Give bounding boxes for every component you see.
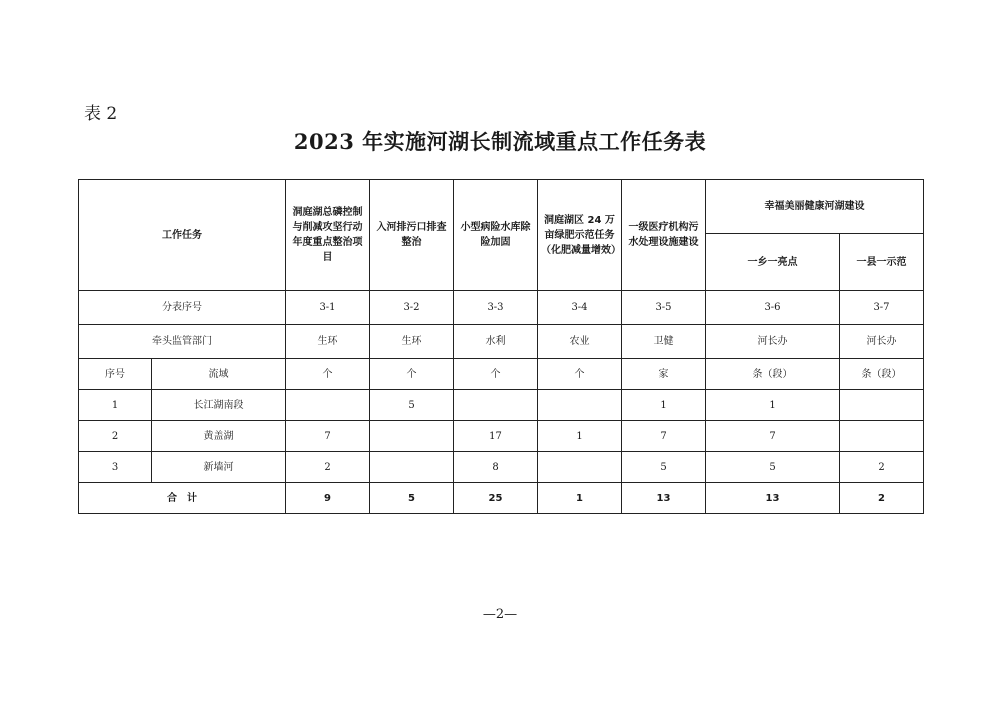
task-column-header: 小型病险水库除险加固	[454, 180, 538, 291]
table-cell: 3-7	[840, 291, 924, 325]
table-cell: 条（段）	[840, 359, 924, 390]
row-index: 1	[79, 390, 152, 421]
task-column-header: 洞庭湖区 24 万亩绿肥示范任务（化肥减量增效）	[538, 180, 622, 291]
table-cell	[370, 452, 454, 483]
total-row	[79, 483, 924, 514]
table-cell: 7	[706, 421, 840, 452]
table-cell	[840, 421, 924, 452]
table-cell: 河长办	[706, 325, 840, 359]
group-sub-header: 一乡一亮点	[706, 234, 840, 291]
table-cell: 家	[622, 359, 706, 390]
table-cell: 7	[622, 421, 706, 452]
total-cell: 25	[454, 483, 538, 514]
table-row	[79, 421, 924, 452]
table-cell: 3-1	[286, 291, 370, 325]
table-cell: 水利	[454, 325, 538, 359]
table-cell: 农业	[538, 325, 622, 359]
table-cell	[538, 390, 622, 421]
row-index: 2	[79, 421, 152, 452]
table-row	[79, 390, 924, 421]
table-cell: 河长办	[840, 325, 924, 359]
department-row	[79, 325, 924, 359]
table-cell: 3-5	[622, 291, 706, 325]
group-sub-header: 一县一示范	[840, 234, 924, 291]
total-cell: 13	[706, 483, 840, 514]
page-number: —2—	[482, 607, 518, 622]
table-row	[79, 452, 924, 483]
sub-table-number-row	[79, 291, 924, 325]
table-cell	[840, 390, 924, 421]
group-column-header: 幸福美丽健康河湖建设	[706, 180, 924, 234]
table-cell	[538, 452, 622, 483]
table-cell: 5	[370, 390, 454, 421]
row-index: 3	[79, 452, 152, 483]
table-cell: 3-3	[454, 291, 538, 325]
table-cell: 卫健	[622, 325, 706, 359]
task-column-header: 一级医疗机构污水处理设施建设	[622, 180, 706, 291]
table-cell: 个	[370, 359, 454, 390]
table-cell: 7	[286, 421, 370, 452]
unit-row	[79, 359, 924, 390]
total-cell: 2	[840, 483, 924, 514]
table-cell: 个	[454, 359, 538, 390]
row-label: 分表序号	[79, 291, 286, 325]
table-cell: 1	[538, 421, 622, 452]
row-basin: 长江湖南段	[152, 390, 286, 421]
table-cell	[454, 390, 538, 421]
document-title: 2023 年实施河湖长制流域重点工作任务表	[293, 129, 707, 154]
table-cell: 3-4	[538, 291, 622, 325]
table-cell: 17	[454, 421, 538, 452]
task-table	[78, 179, 924, 514]
table-cell: 个	[286, 359, 370, 390]
table-cell: 生环	[286, 325, 370, 359]
row-basin: 新墙河	[152, 452, 286, 483]
table-cell: 个	[538, 359, 622, 390]
row-label: 牵头监管部门	[79, 325, 286, 359]
table-cell: 3-2	[370, 291, 454, 325]
task-header-cell: 工作任务	[79, 180, 286, 291]
table-cell: 2	[840, 452, 924, 483]
table-cell: 1	[622, 390, 706, 421]
table-cell: 3-6	[706, 291, 840, 325]
table-cell: 5	[706, 452, 840, 483]
row-basin: 黄盖湖	[152, 421, 286, 452]
table-number-label: 表 2	[84, 104, 118, 124]
task-column-header: 洞庭湖总磷控制与削减攻坚行动年度重点整治项目	[286, 180, 370, 291]
table-cell	[286, 390, 370, 421]
table-cell: 生环	[370, 325, 454, 359]
basin-header: 流域	[152, 359, 286, 390]
table-cell	[370, 421, 454, 452]
total-cell: 13	[622, 483, 706, 514]
table-cell: 1	[706, 390, 840, 421]
table-cell: 2	[286, 452, 370, 483]
total-label: 合 计	[79, 483, 286, 514]
table-cell: 5	[622, 452, 706, 483]
header-row-1	[79, 180, 924, 234]
total-cell: 5	[370, 483, 454, 514]
table-cell: 条（段）	[706, 359, 840, 390]
total-cell: 9	[286, 483, 370, 514]
task-column-header: 入河排污口排查整治	[370, 180, 454, 291]
total-cell: 1	[538, 483, 622, 514]
table-cell: 8	[454, 452, 538, 483]
index-header: 序号	[79, 359, 152, 390]
